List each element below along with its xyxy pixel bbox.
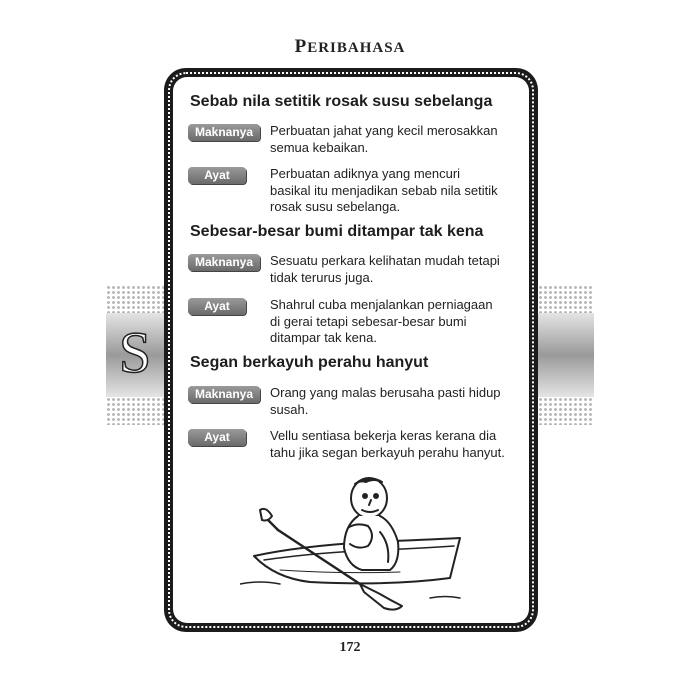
example-badge: Ayat <box>188 429 246 446</box>
meaning-badge: Maknanya <box>188 254 260 271</box>
meaning-text: Perbuatan jahat yang kecil merosakkan semua kebaikan. <box>270 123 498 155</box>
proverb-heading: Segan berkayuh perahu hanyut <box>190 354 429 371</box>
example-badge: Ayat <box>188 298 246 315</box>
example-text: Vellu sentiasa bekerja keras kerana dia tahu jika segan berkayuh perahu hanyut. <box>270 428 505 460</box>
example-text: Perbuatan adiknya yang mencuri basikal itu menjadikan sebab nila setitik rosak susu sebelanga. <box>270 166 498 214</box>
meaning-text: Orang yang malas berusaha pasti hidup susah. <box>270 385 501 417</box>
proverb-heading: Sebab nila setitik rosak susu sebelanga <box>190 93 493 110</box>
meaning-badge: Maknanya <box>188 386 260 403</box>
meaning-text: Sesuatu perkara kelihatan mudah tetapi tidak terurus juga. <box>270 253 500 285</box>
page-title-initial: P <box>294 36 308 57</box>
section-letter: S <box>118 320 152 385</box>
example-badge: Ayat <box>188 167 246 184</box>
meaning-badge: Maknanya <box>188 124 260 141</box>
boat-illustration <box>240 466 470 616</box>
example-text: Shahrul cuba menjalankan perniagaan di gerai tetapi sebesar-besar bumi ditampar tak kena. <box>270 297 493 345</box>
page-title-rest: ERIBAHASA <box>307 40 406 56</box>
side-band-right <box>538 285 594 425</box>
proverb-heading: Sebesar-besar bumi ditampar tak kena <box>190 223 484 240</box>
page-title <box>0 36 700 58</box>
page-number: 172 <box>339 640 361 655</box>
